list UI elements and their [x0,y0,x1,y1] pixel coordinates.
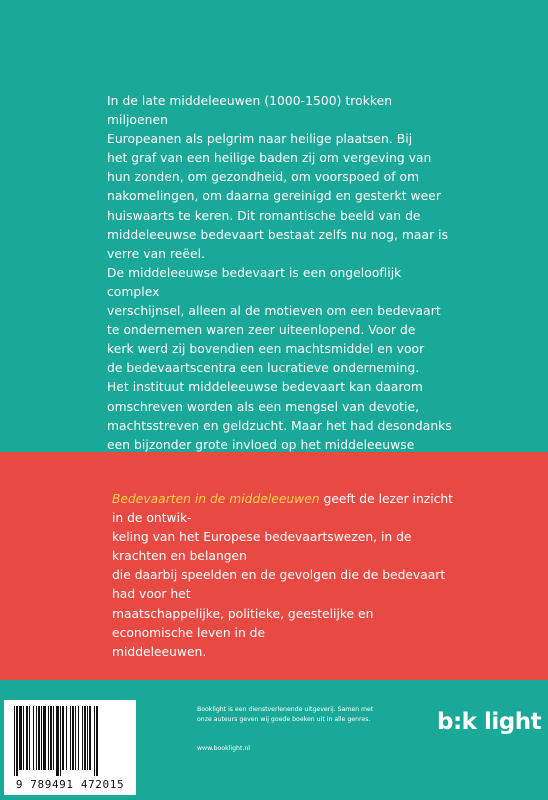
publisher-note: Booklight is een dienstverlenende uitgeverij. Samen met onze auteurs geven wij goede boeken uit in alle genres. [197,706,374,723]
barcode-panel [4,700,136,795]
promo-book-title: Bedevaarten in de middeleeuwen [112,492,320,506]
blurb-paragraph-2: De middeleeuwse bedevaart is een ongelooflijk complex verschijnsel, alleen al de motieven om een bedevaart te ondernemen waren zeer uiteenlopend. Voor de kerk werd zij bovendien een machtsmiddel en voor de bedevaartscentra een lucratieve onderneming. [107,265,441,376]
booklight-logo: b:k light [437,709,542,735]
publisher-url: www.booklight.nl [197,745,250,752]
blurb-paragraph-1: In de late middeleeuwen (1000-1500) trokken miljoenen Europeanen als pelgrim naar heilige plaatsen. Bij het graf van een heilige baden zij om vergeving van hun zonden, om gezondheid, om voorspoed of om nakomelingen, om daarna gereinigd en gesterkt weer huiswaarts te keren. Dit romantische beeld van de middeleeuwse bedevaart bestaat zelfs nu nog, maar is verre van reëel. [107,94,449,261]
barcode-graphic [12,706,128,776]
blurb-paragraph-3: Het instituut middeleeuwse bedevaart kan daarom omschreven worden als een mengsel van devotie, machtsstreven en geldzucht. Maar het had desondanks een bijzonder grote invloed op het middeleeuwse [107,380,452,452]
isbn-number: 9 789491 472015 [15,778,125,791]
promo-description: geeft de lezer inzicht in de ontwik- keling van het Europese bedevaartswezen, in de krachten en belangen die daarbij speelden en de gevolgen die de bedevaart had voor het maatschappelijke, politieke, geestelijke en economische leven in de middeleeuwen. [112,492,454,659]
promo-text [112,490,457,662]
blurb-text [107,92,452,474]
